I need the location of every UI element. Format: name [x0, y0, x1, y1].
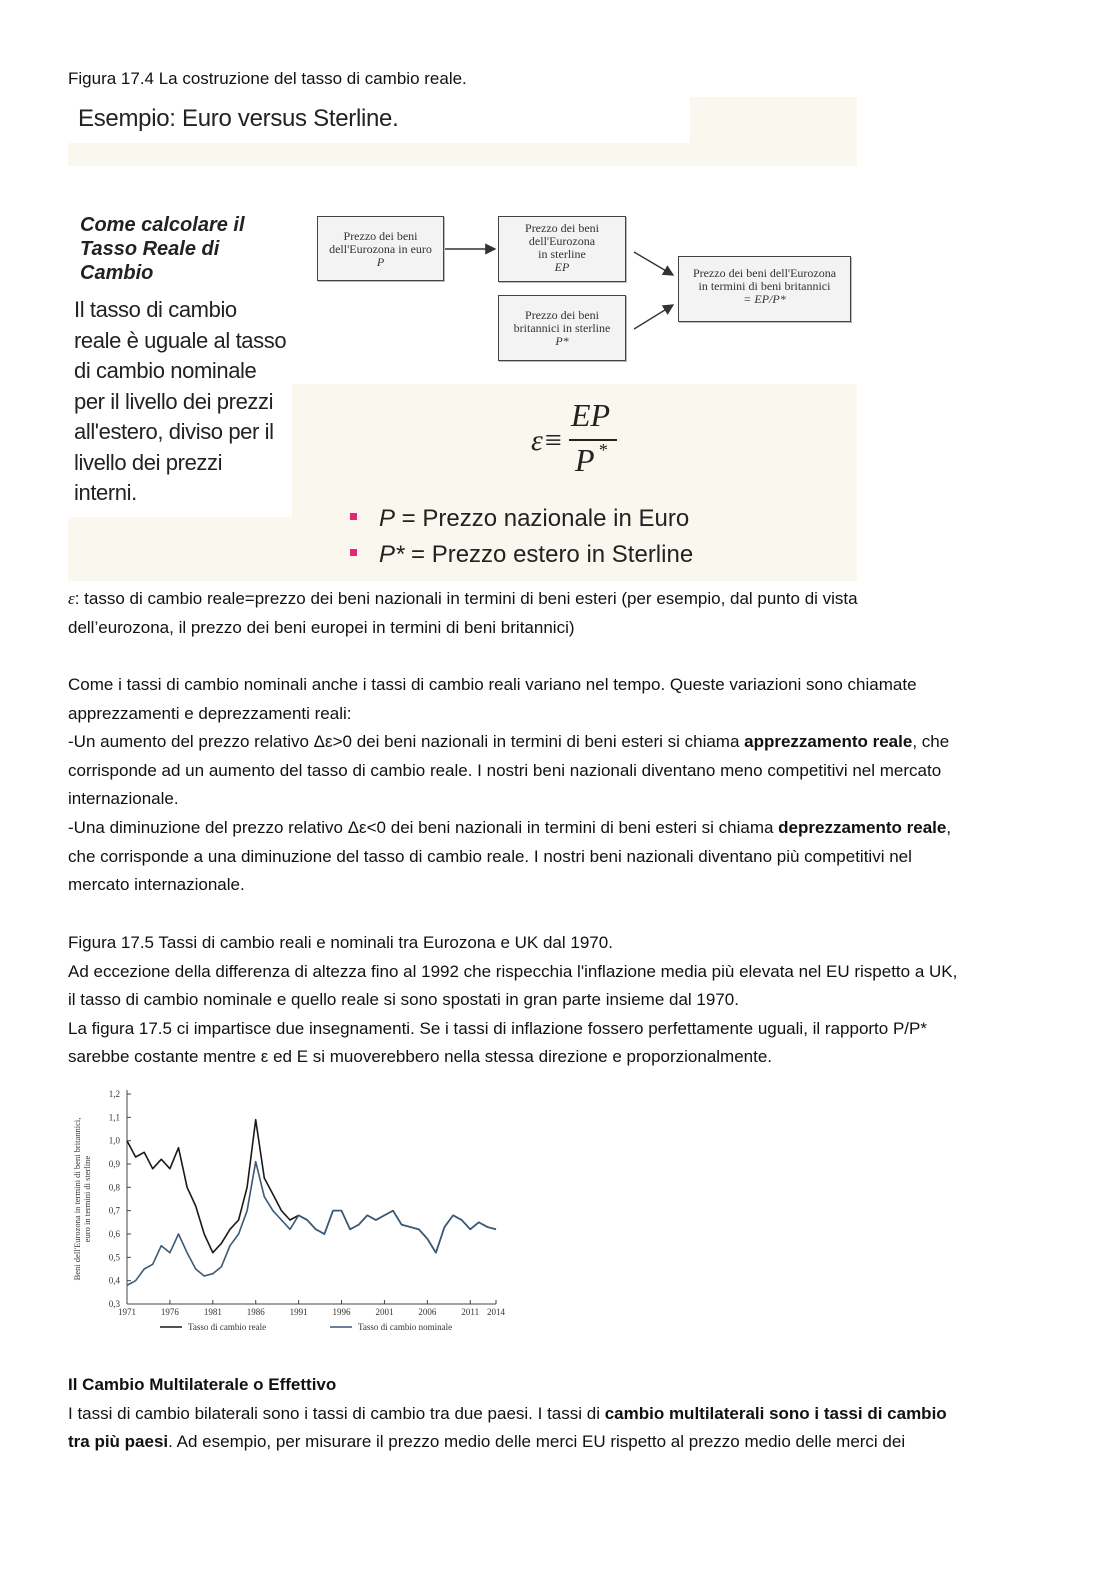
y-tick-label: 0,8: [108, 1182, 120, 1193]
arrow-box3-to-result: [634, 305, 673, 329]
x-tick-label: 2006: [418, 1307, 437, 1317]
x-tick-label: 1986: [246, 1307, 265, 1317]
box-eurozone-price-euro: Prezzo dei beni dell'Eurozona in euro P: [317, 216, 444, 281]
section-title: Il Cambio Multilaterale o Effettivo: [68, 1375, 337, 1394]
legend-label-1: Tasso di cambio nominale: [358, 1322, 453, 1332]
arrow-box2-to-result: [634, 252, 673, 275]
y-tick-label: 0,6: [108, 1229, 120, 1239]
box-real-exchange-rate: Prezzo dei beni dell'Eurozona in termini di beni britannici = EP/P*: [678, 256, 851, 322]
figure-17-4-panel: Esempio: Euro versus Sterline. Come calcolare il Tasso Reale di Cambio Il tasso di cambio reale è uguale al tasso di cambio nominale per il livello dei prezzi all'estero, diviso per il livello dei prezzi interni. Prezzo dei beni dell'Eurozona in euro P Prezzo dei beni dell'Eurozona in sterline EP Prezzo dei beni britannici in sterline P* Prezzo dei beni dell'Eurozona in termini di beni britannici = EP/P* ε≡ EP P * P = Prezzo nazionale in Euro P* = Prezzo estero in Sterline: [68, 97, 857, 581]
x-tick-label: 1996: [332, 1307, 351, 1317]
x-tick-label: 1981: [203, 1307, 222, 1317]
box-eurozone-price-sterling: Prezzo dei beni dell'Eurozona in sterline EP: [498, 216, 626, 282]
exchange-rate-chart: [68, 1082, 513, 1340]
y-axis-label: Beni dell'Eurozona in termini di beni britannici,: [72, 1117, 82, 1281]
x-tick-label: 2014: [487, 1307, 505, 1317]
box-british-price-sterling: Prezzo dei beni britannici in sterline P*: [498, 295, 626, 361]
x-tick-label: 2011: [461, 1307, 480, 1317]
series-line-1: [127, 1162, 496, 1286]
definition-text: Il tasso di cambio reale è uguale al tasso di cambio nominale per il livello dei prezzi all'estero, diviso per il livello dei prezzi interni.: [74, 297, 287, 505]
y-tick-label: 1,1: [108, 1112, 120, 1123]
variations-paragraph: Come i tassi di cambio nominali anche i tassi di cambio reali variano nel tempo. Queste variazioni sono chiamate apprezzamenti e deprezzamenti reali: -Un aumento del prezzo relativo Δε>0 dei beni nazionali in termini di beni esteri si chiama apprezzamento reale, che corrisponde ad un aumento del tasso di cambio reale. I nostri beni nazionali diventano meno competitivi nel mercato internazionale. -Una diminuzione del prezzo relativo Δε<0 dei beni nazionali in termini di beni esteri si chiama deprezzamento reale, che corrisponde a una diminuzione del tasso di cambio reale. I nostri beni nazionali diventano più competitivi nel mercato internazionale.: [68, 675, 952, 895]
y-tick-label: 0,5: [108, 1252, 120, 1263]
y-tick-label: 0,3: [108, 1299, 120, 1309]
y-tick-label: 0,9: [108, 1159, 120, 1169]
epsilon-definition: ε: tasso di cambio reale=prezzo dei beni nazionali in termini di beni esteri (per esempio, dal punto di vista dell’eurozona, il prezzo dei beni europei in termini di beni britannici): [68, 589, 858, 637]
y-tick-label: 0,7: [108, 1205, 120, 1216]
example-banner-text: Esempio: Euro versus Sterline.: [78, 105, 399, 132]
figure-17-5-paragraph: Figura 17.5 Tassi di cambio reali e nominali tra Eurozona e UK dal 1970. Ad eccezione della differenza di altezza fino al 1992 che rispecchia l'inflazione media più elevata nel EU rispetto a UK, il tasso di cambio nominale e quello reale si sono spostati in gran parte insieme dal 1970. La figura 17.5 ci impartisce due insegnamenti. Se i tassi di inflazione fossero perfettamente uguali, il rapporto P/P* sarebbe costante mentre ε ed E si muoverebbero nella stessa direzione e proporzionalmente.: [68, 933, 958, 1067]
flow-arrows: [68, 97, 857, 397]
bullet-domestic-price: P = Prezzo nazionale in Euro: [350, 501, 693, 537]
y-axis-label: euro in termini di sterline: [82, 1155, 92, 1243]
y-tick-label: 0,4: [108, 1275, 120, 1286]
x-tick-label: 1971: [118, 1307, 136, 1317]
formula-legend: [350, 501, 693, 573]
bullet-foreign-price: P* = Prezzo estero in Sterline: [350, 537, 693, 573]
x-tick-label: 2001: [375, 1307, 394, 1317]
y-tick-label: 1,0: [108, 1135, 120, 1146]
x-tick-label: 1976: [160, 1307, 179, 1317]
figure-17-4-caption: Figura 17.4 La costruzione del tasso di cambio reale.: [68, 69, 467, 88]
y-tick-label: 1,2: [108, 1089, 120, 1099]
calc-heading: Come calcolare il Tasso Reale di Cambio: [80, 214, 245, 284]
x-tick-label: 1991: [289, 1307, 308, 1317]
multilateral-section: Il Cambio Multilaterale o Effettivo I tassi di cambio bilaterali sono i tassi di cambio tra due paesi. I tassi di cambio multilaterali sono i tassi di cambio tra più paesi. Ad esempio, per misurare il prezzo medio delle merci EU rispetto al prezzo medio delle merci dei: [68, 1371, 1068, 1457]
legend-label-0: Tasso di cambio reale: [188, 1322, 267, 1332]
figure-17-5-chart: [68, 1082, 513, 1340]
series-line-0: [127, 1120, 496, 1253]
